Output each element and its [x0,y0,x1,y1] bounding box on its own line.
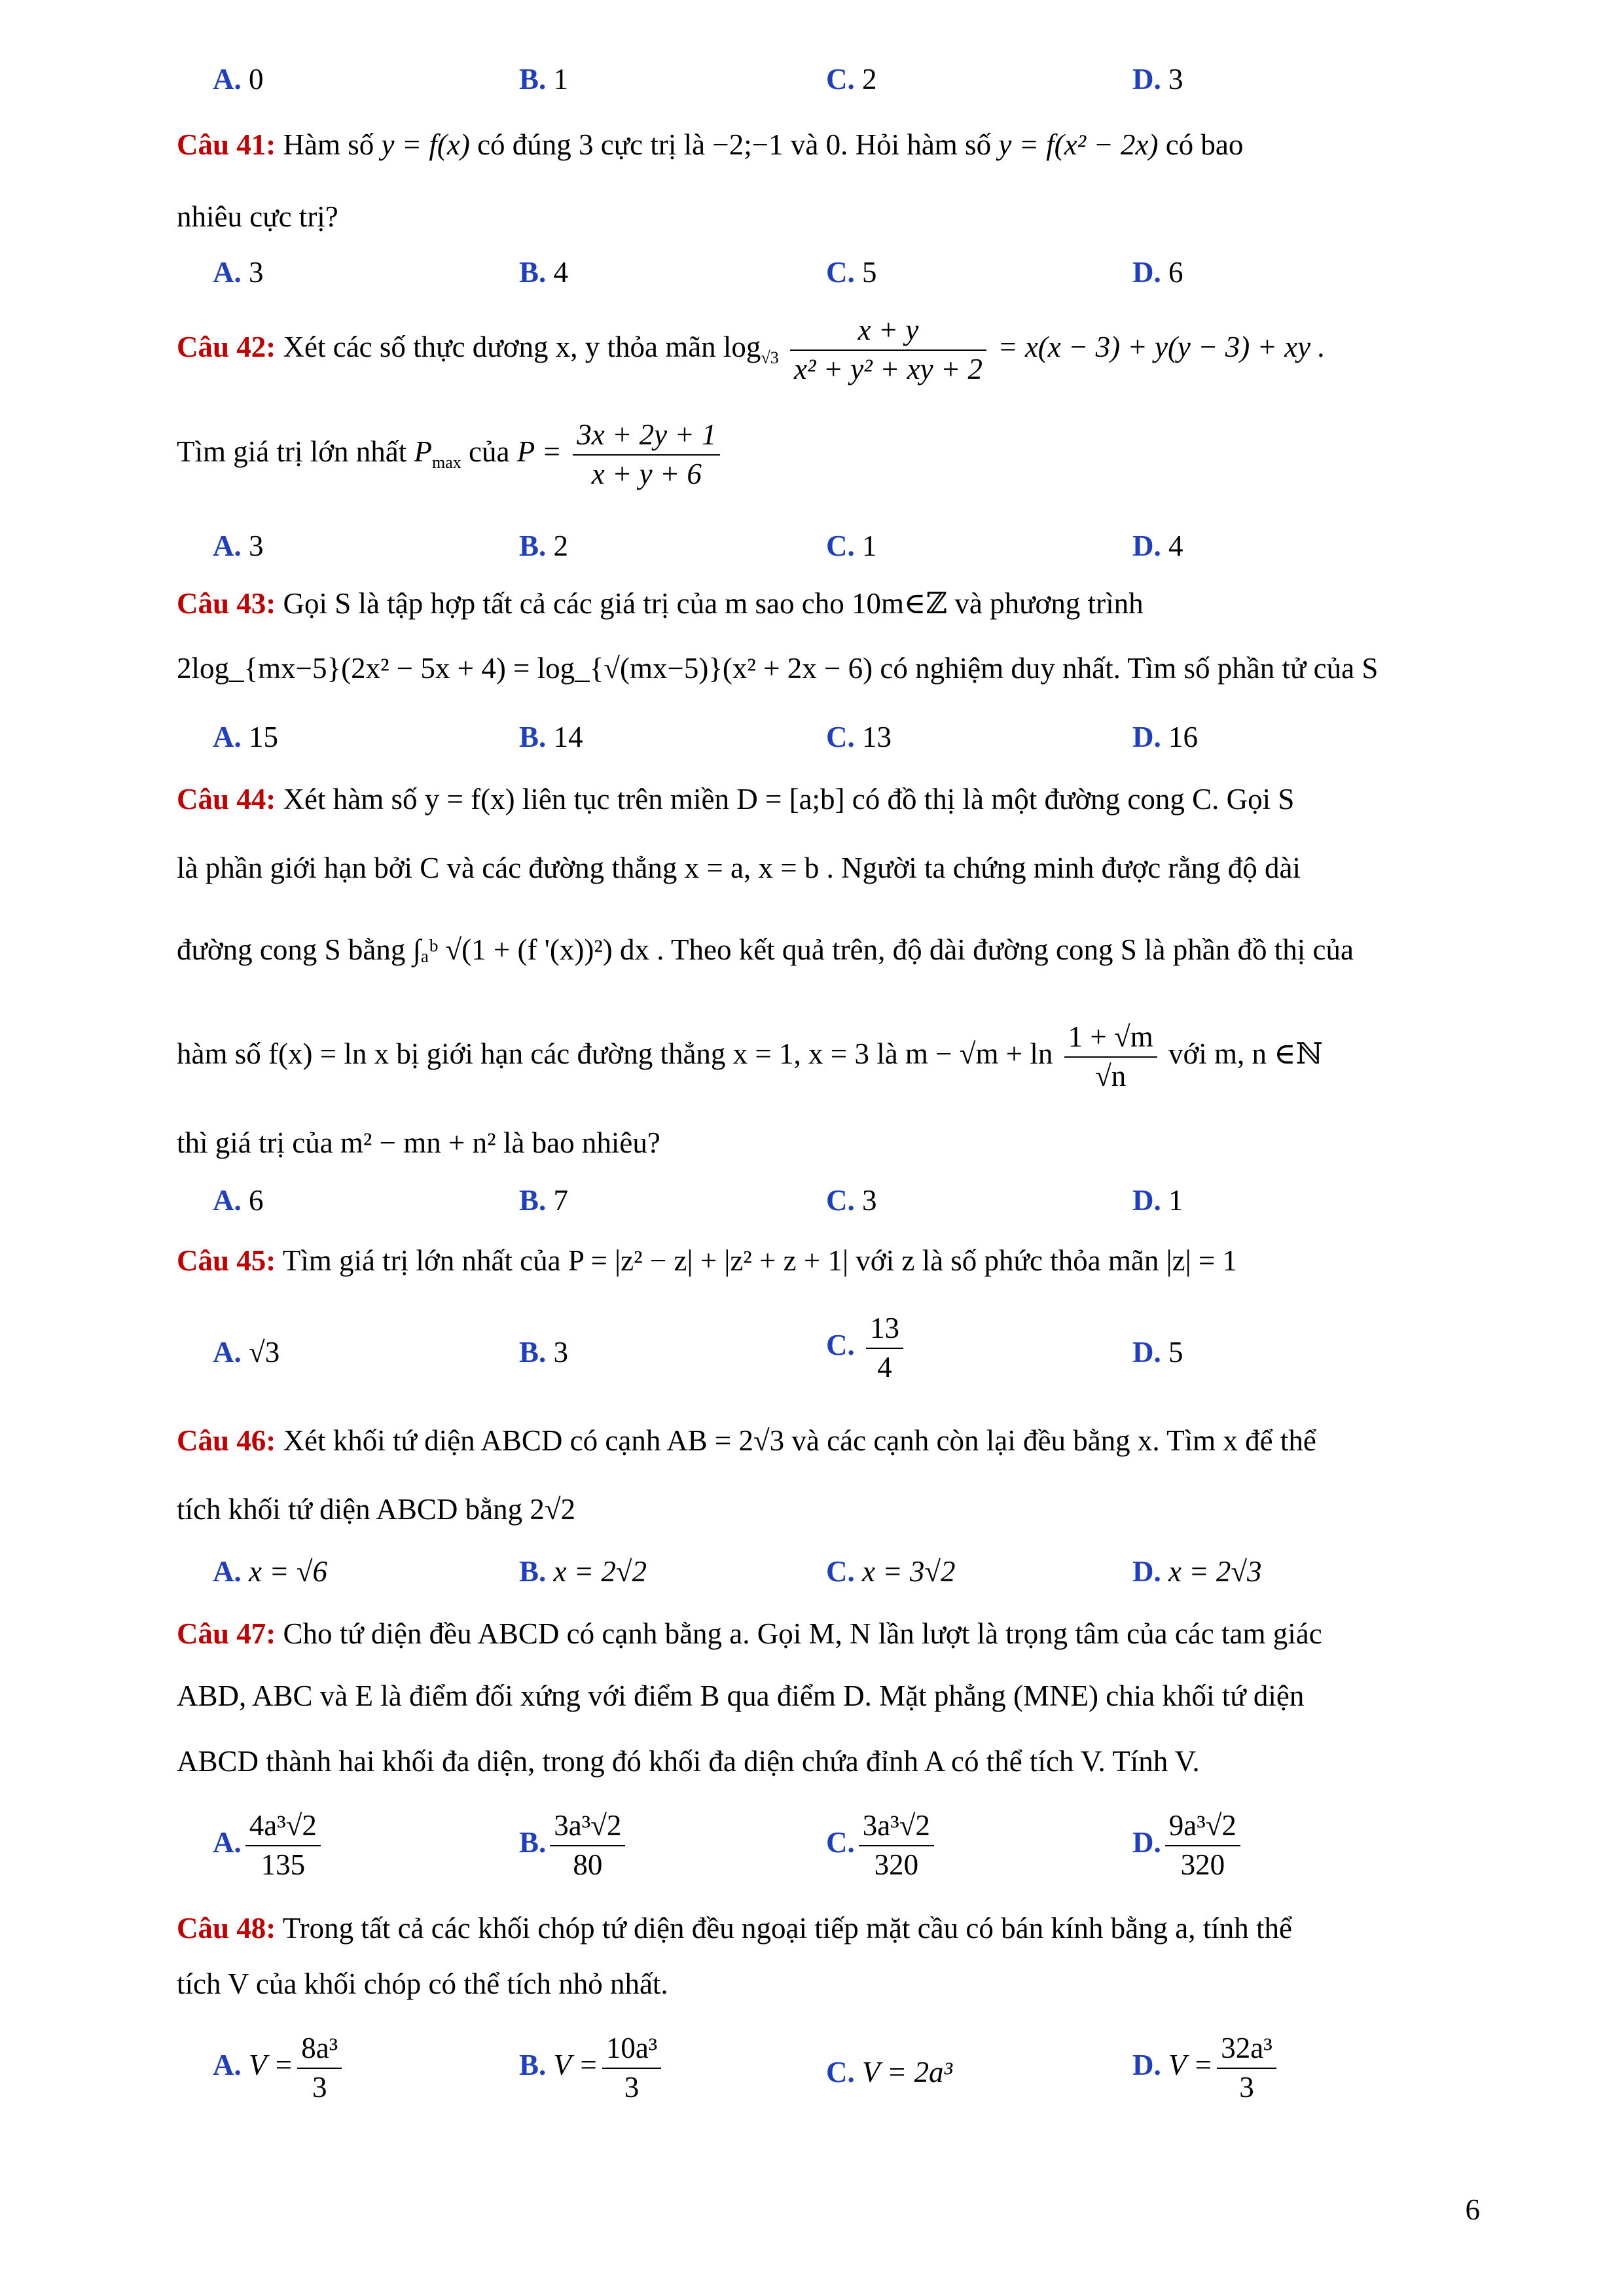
question-label: Câu 41: [177,128,276,161]
numerator: 8a³ [297,2032,342,2069]
option-letter: D. [1132,63,1161,96]
q42-line-2 [177,419,724,490]
option-text: 3 [553,1336,569,1369]
text: với m, n ∈ℕ [1168,1037,1323,1070]
numerator: 13 [866,1312,903,1349]
denominator: 135 [261,1848,306,1881]
option-text: 2 [862,63,877,96]
q46-option-a [213,1554,327,1588]
q46-option-b [519,1554,647,1588]
option-text: 4 [553,256,569,289]
option-text: 3 [249,529,264,562]
q43-line-1 [177,586,1144,620]
q47-line-3: ABCD thành hai khối đa diện, trong đó khối đa diện chứa đỉnh A có thể tích V. Tính V. [177,1745,1200,1778]
q43-option-d [1132,720,1198,754]
text: Xét khối tứ diện ABCD có cạnh AB = 2√3 và các cạnh còn lại đều bằng x. Tìm x để thể [283,1424,1316,1457]
option-letter: C. [826,1555,855,1588]
q46-line-2: tích khối tứ diện ABCD bằng 2√2 [177,1493,576,1526]
fraction [297,2032,342,2104]
option-text: 5 [862,256,877,289]
formula: −2;−1 [712,128,784,161]
text: Xét các số thực dương x, y thỏa mãn log [283,330,761,363]
option-text: √3 [249,1336,280,1369]
option-text: 1 [1168,1184,1183,1217]
option-letter: B. [519,1555,547,1588]
denominator: 3 [312,2070,327,2104]
q40-option-d [1132,62,1183,96]
q44-option-c [826,1183,877,1217]
option-text: 16 [1168,721,1198,753]
denominator: 3 [1239,2070,1254,2104]
fraction [790,314,986,386]
q48-option-c [826,2055,952,2089]
text: Gọi S là tập hợp tất cả các giá trị của m sao cho 10m∈ℤ và phương trình [283,587,1144,620]
q40-option-b [519,62,568,96]
formula: y = f(x) [381,128,470,161]
numerator: 3a³√2 [550,1810,625,1846]
q45-option-b [519,1335,568,1369]
option-text: 3 [1168,63,1183,96]
q41-option-a [213,255,264,289]
q44-option-b [519,1183,568,1217]
denominator: 320 [1180,1848,1225,1881]
q42-line-1 [177,314,1326,386]
text: và 0. Hỏi hàm số [790,128,992,161]
denominator: 80 [573,1848,603,1881]
text: Tìm giá trị lớn nhất [177,435,407,468]
denominator: 4 [877,1350,892,1384]
option-text: 1 [553,63,569,96]
option-text: x = 2√2 [553,1555,647,1588]
question-label: Câu 48: [177,1912,276,1945]
q44-line-4 [177,1021,1323,1092]
denominator: 3 [624,2070,640,2104]
option-letter: D. [1132,1825,1161,1859]
option-text: 15 [249,721,278,753]
fraction [1217,2032,1276,2104]
numerator: 9a³√2 [1165,1810,1240,1846]
option-text: 3 [249,256,264,289]
text: Trong tất cả các khối chóp tứ diện đều ngoại tiếp mặt cầu có bán kính bằng a, tính thể [282,1912,1293,1945]
option-text: V = 2a³ [862,2056,953,2089]
option-text: 14 [553,721,583,753]
q43-option-a [213,720,278,754]
option-text: 6 [1168,256,1183,289]
numerator: 4a³√2 [245,1810,321,1846]
question-label: Câu 46: [177,1424,276,1457]
option-letter: B. [519,721,547,753]
option-letter: B. [519,529,547,562]
option-letter: A. [213,63,242,96]
formula: P [414,435,432,468]
q46-option-c [826,1554,956,1588]
option-text: 1 [862,529,877,562]
option-letter: B. [519,1825,547,1859]
page-number: 6 [1465,2193,1480,2226]
q41-option-d [1132,255,1183,289]
fraction [1165,1810,1240,1881]
formula: P = [516,435,562,468]
option-letter: C. [826,721,855,753]
q40-option-a [213,62,264,96]
option-letter: D. [1132,2048,1161,2081]
fraction [245,1810,321,1881]
option-letter: C. [826,256,855,289]
q47-option-d [1132,1810,1244,1881]
denominator: x² + y² + xy + 2 [793,352,983,386]
option-letter: C. [826,1825,855,1859]
q45-option-d [1132,1335,1183,1369]
q41-option-c [826,255,877,289]
option-letter: C. [826,63,855,96]
text: Tìm giá trị lớn nhất của P = |z² − z| + |z² + z + 1| với z là số phức thỏa mãn |z| = 1 [282,1244,1237,1277]
text: có bao [1165,128,1244,161]
q45-option-a [213,1335,280,1369]
fraction [550,1810,625,1881]
numerator: 3x + 2y + 1 [573,419,720,456]
text: Xét hàm số y = f(x) liên tục trên miền D = [a;b] có đồ thị là một đường cong C. Gọi S [283,783,1295,816]
denominator: x + y + 6 [591,457,702,490]
numerator: 32a³ [1217,2032,1276,2069]
denominator: √n [1095,1059,1127,1092]
option-text: 2 [553,529,569,562]
formula: V = [553,2048,598,2081]
text: của [469,435,510,468]
q42-option-a [213,529,264,563]
option-text: x = 3√2 [862,1555,956,1588]
question-label: Câu 42: [177,330,276,363]
option-letter: B. [519,1336,547,1369]
q44-line-2: là phần giới hạn bởi C và các đường thẳng x = a, x = b . Người ta chứng minh được rằng độ dài [177,852,1301,884]
option-letter: B. [519,2048,547,2081]
q48-option-a [213,2032,346,2104]
q45-option-c [826,1312,907,1384]
q46-option-d [1132,1554,1262,1588]
fraction [1064,1021,1157,1092]
fraction [859,1810,934,1881]
formula: V = [249,2048,294,2081]
q44-option-d [1132,1183,1183,1217]
q47-line-1 [177,1617,1322,1651]
option-letter: D. [1132,1555,1161,1588]
question-label: Câu 44: [177,783,276,816]
question-label: Câu 45: [177,1244,276,1277]
numerator: x + y [790,314,986,351]
option-letter: C. [826,2056,855,2089]
formula: y = f(x² − 2x) [998,128,1159,161]
option-text: 7 [553,1184,569,1217]
q44-line-5: thì giá trị của m² − mn + n² là bao nhiêu? [177,1126,660,1159]
q48-option-d [1132,2032,1280,2104]
q43-line-2: 2log_{mx−5}(2x² − 5x + 4) = log_{√(mx−5)}(x² + 2x − 6) có nghiệm duy nhất. Tìm số phần tử của S [177,652,1379,685]
option-letter: A. [213,1555,242,1588]
q48-line-1 [177,1911,1292,1945]
option-letter: B. [519,63,547,96]
q45-line-1 [177,1244,1237,1278]
option-letter: C. [826,1184,855,1217]
text: hàm số f(x) = ln x bị giới hạn các đường thẳng x = 1, x = 3 là m − √m + ln [177,1037,1053,1070]
formula: = x(x − 3) + y(y − 3) + xy . [998,330,1326,363]
option-letter: D. [1132,256,1161,289]
q43-option-c [826,720,892,754]
question-label: Câu 43: [177,587,276,620]
option-letter: D. [1132,529,1161,562]
denominator: 320 [874,1848,919,1881]
q48-line-2: tích V của khối chóp có thể tích nhỏ nhất. [177,1967,668,2000]
option-letter: A. [213,2048,242,2081]
option-letter: A. [213,1336,242,1369]
option-text: 4 [1168,529,1183,562]
q41-line-1 [177,128,1243,162]
q42-option-b [519,529,568,563]
text: Hàm số [283,128,374,161]
numerator: 3a³√2 [859,1810,934,1846]
option-letter: A. [213,1184,242,1217]
question-label: Câu 47: [177,1617,276,1650]
option-letter: D. [1132,1184,1161,1217]
log-base: √3 [761,348,779,367]
option-text: 6 [249,1184,264,1217]
option-text: 3 [862,1184,877,1217]
fraction [573,419,720,490]
option-letter: B. [519,256,547,289]
option-letter: A. [213,529,242,562]
q40-option-c [826,62,877,96]
option-letter: B. [519,1184,547,1217]
q41-option-b [519,255,568,289]
q46-line-1 [177,1424,1316,1458]
option-text: x = 2√3 [1168,1555,1262,1588]
option-letter: C. [826,529,855,562]
q48-option-b [519,2032,665,2104]
q44-line-3: đường cong S bằng ∫ₐᵇ √(1 + (f '(x))²) dx . Theo kết quả trên, độ dài đường cong S là phần đồ thị của [177,933,1354,966]
numerator: 1 + √m [1064,1021,1157,1058]
q44-option-a [213,1183,264,1217]
fraction [602,2032,661,2104]
q47-option-c [826,1810,938,1881]
option-letter: A. [213,721,242,753]
option-text: 5 [1168,1336,1183,1369]
formula: V = [1168,2048,1214,2081]
q47-line-2: ABD, ABC và E là điểm đối xứng với điểm B qua điểm D. Mặt phẳng (MNE) chia khối tứ diện [177,1679,1305,1712]
q42-option-c [826,529,877,563]
option-letter: D. [1132,721,1161,753]
subscript: max [431,452,461,472]
option-letter: D. [1132,1336,1161,1369]
option-text: 0 [249,63,264,96]
option-letter: A. [213,256,242,289]
q43-option-b [519,720,583,754]
option-letter: A. [213,1825,242,1859]
option-text: x = √6 [249,1555,328,1588]
option-text: 13 [862,721,892,753]
q44-line-1 [177,782,1294,816]
q47-option-b [519,1810,629,1881]
numerator: 10a³ [602,2032,661,2069]
q47-option-a [213,1810,325,1881]
q42-option-d [1132,529,1183,563]
q41-line-2: nhiêu cực trị? [177,200,338,233]
text: Cho tứ diện đều ABCD có cạnh bằng a. Gọi M, N lần lượt là trọng tâm của các tam giác [283,1617,1322,1650]
fraction [866,1312,903,1384]
option-letter: C. [826,1328,855,1361]
text: có đúng 3 cực trị là [477,128,706,161]
